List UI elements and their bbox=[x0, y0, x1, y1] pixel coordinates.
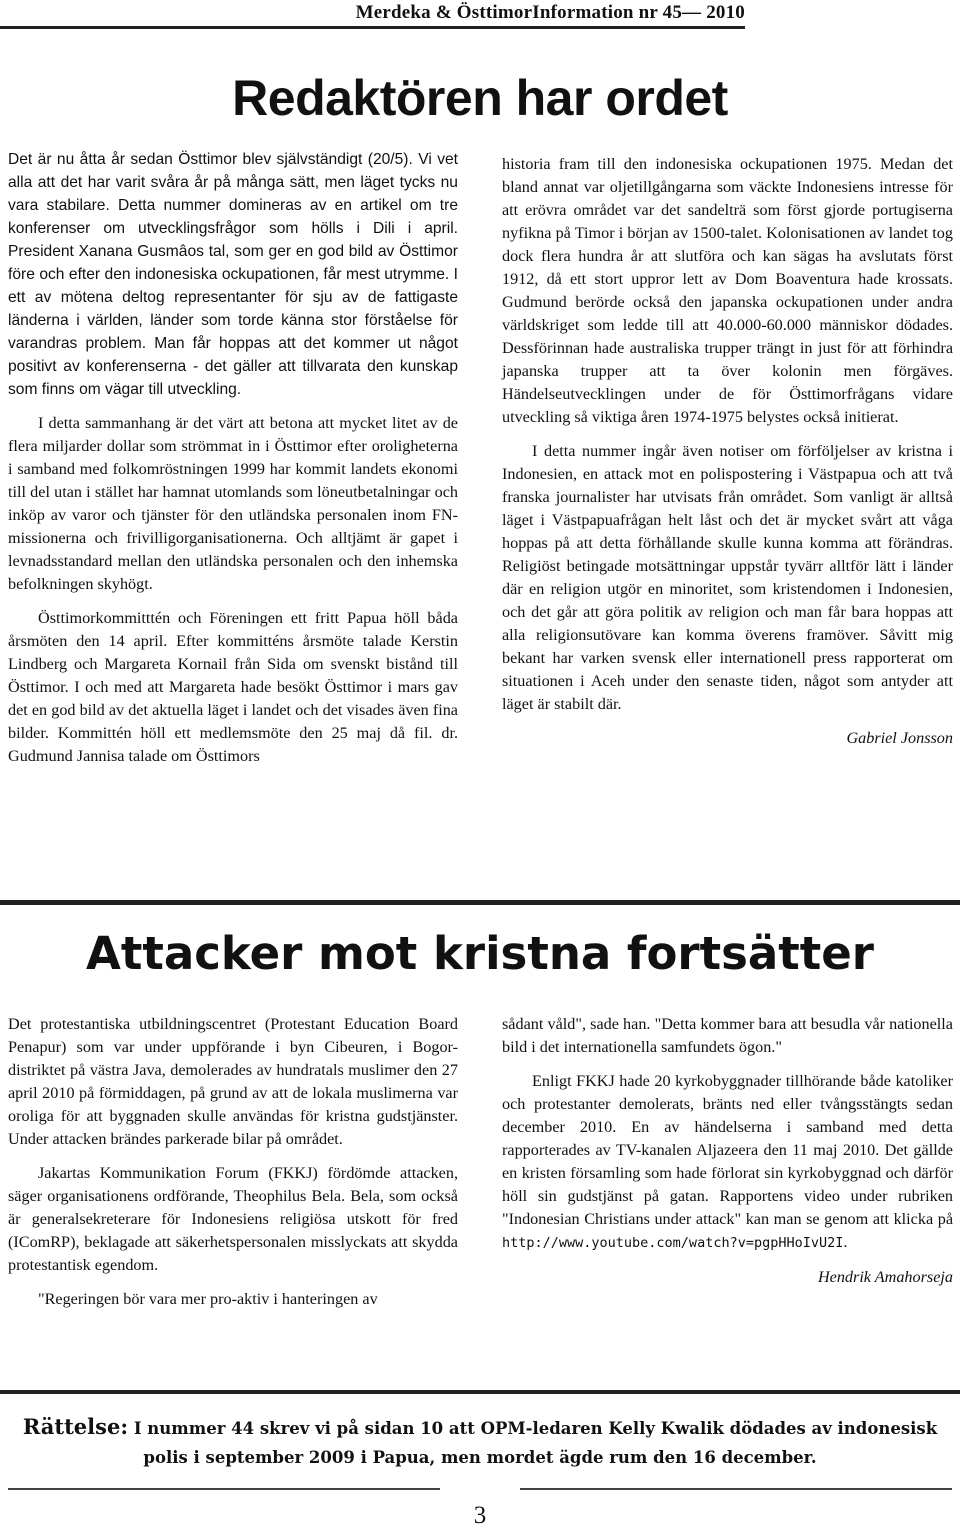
running-header: Merdeka & ÖsttimorInformation nr 45— 2010 bbox=[355, 2, 745, 23]
footer-rule-left bbox=[8, 1488, 440, 1490]
link-period: . bbox=[843, 1233, 848, 1251]
article-title-editorial: Redaktören har ordet bbox=[232, 70, 728, 126]
attacks-left-column bbox=[8, 1013, 458, 1322]
header-rule bbox=[0, 26, 745, 29]
correction-text: I nummer 44 skrev vi på sidan 10 att OPM-ledaren Kelly Kwalik dödades av indonesisk polis i september 2009 i Papua, men mordet ägde rum den 16 december. bbox=[133, 1419, 938, 1467]
attacks-signature: Hendrik Amahorseja bbox=[817, 1268, 953, 1286]
correction-divider bbox=[0, 1390, 960, 1394]
correction-lead: Rättelse: bbox=[22, 1414, 129, 1439]
attacks-paragraph-text: Enligt FKKJ hade 20 kyrkobyggnader tillhörande både katoliker och protestanter demolerats, bränts ned eller tvångsstängts sedan december 2010. En av händelserna i samband med detta rapporterades av TV-kanalen Aljazeera den 11 maj 2010. Det gällde en kristen församling som hade förlorat sin kyrkobyggnad och därför höll sin gudstjänst på gatan. Rapportens video under rubriken "Indonesian Christians under attack" kan man se genom att klicka på bbox=[502, 1072, 953, 1228]
attacks-paragraph bbox=[502, 1070, 953, 1255]
attacks-paragraph: Jakartas Kommunikation Forum (FKKJ) fördömde attacken, säger organisationens ordförande, Theophilus Bela. Bela, som också är generalsekreterare för Indonesiens religiösa utskott för fred (IComRP), beklagade att säkerhetspersonalen misslyckats att skydda protestantisk egendom. bbox=[8, 1164, 458, 1274]
correction-notice bbox=[0, 1412, 960, 1472]
editorial-paragraph: Det är nu åtta år sedan Östtimor blev självständigt (20/5). Vi vet alla att det har varit svåra år på många sätt, men läget tycks nu vara stabilare. Detta nummer domineras av en artikel om tre konferenser om utvecklingsfrågor som hölls i Dili i april. President Xanana Gusmâos tal, som ger en god bild av Östtimor före och efter den indonesiska ockupationen, får mest utrymme. I ett av mötena deltog representanter för sju av de fattigaste länderna i världen, länder som torde känna stor förståelse för varandras problem. Man får hoppas att det kommer ut något positivt av konferenserna - det gäller att tillvarata den kunskap som finns om vägar till utveckling. bbox=[8, 151, 458, 398]
editorial-paragraph: Östtimorkommitttén och Föreningen ett fritt Papua höll båda årsmöten den 14 april. Efter kommitténs årsmöte talade Kerstin Lindberg och Margareta Kornail från Sida om svenskt bistånd till Östtimor. I och med att Margareta hade besökt Östtimor i mars gav det en god bild av det aktuella läget i landet och det visades även fina bilder. Kommittén höll ett medlemsmöte den 25 maj då fil. dr. Gudmund Jannisa talade om Östtimors bbox=[8, 609, 458, 765]
editorial-right-column bbox=[502, 153, 953, 750]
editorial-paragraph: I detta sammanhang är det värt att betona att mycket litet av de flera miljarder dollar som strömmat in i Östtimor efter oroligheterna i samband med folkomröstningen 1999 har kommit landets ekonomi till del utan i stället har hamnat utomlands som löneutbetalningar och inköp av varor och tjänster för den utländska personalen inom FN-missionerna och frivilligorganisationerna. Och alltjämt är gapet i levnadsstandard mellan den utländska personalen och den inhemska befolkningen skyhögt. bbox=[8, 414, 458, 593]
attacks-paragraph: "Regeringen bör vara mer pro-aktiv i hanteringen av bbox=[38, 1290, 378, 1308]
attacks-paragraph: sådant våld", sade han. "Detta kommer bara att besudla vår nationella bild i det internationella samfundets ögon." bbox=[502, 1015, 953, 1056]
section-divider bbox=[0, 900, 960, 905]
editorial-paragraph: I detta nummer ingår även notiser om förföljelser av kristna i Indonesien, en attack mot en polispostering i Västpapua och att två franska journalister har utvisats från området. Som vanligt är alltså läget i Västpapuafrågan helt låst och det är mycket svårt att våga hoppas på att detta förhållande skulle kunna komma att förändras. Religiöst betingade motsättningar uppstår tyvärr alltför lätt i länder där en religion utgör en minoritet, som kristendomen i Indonesien, och det går att göra politik av religion och man får bara hoppas att alla religionsutövare kan komma överens framöver. Såvitt mig bekant har varken svensk eller internationell press rapporterat om situationen i Aceh under den senaste tiden, något som antyder att läget är stabilt där. bbox=[502, 442, 953, 713]
video-link[interactable]: http://www.youtube.com/watch?v=pgpHHoIvU2I bbox=[502, 1235, 844, 1251]
attacks-right-column bbox=[502, 1013, 953, 1289]
editorial-signature: Gabriel Jonsson bbox=[846, 729, 953, 747]
editorial-paragraph: historia fram till den indonesiska ockupationen 1975. Medan det bland annat var oljetillgångarna som väckte Indonesiens intresse för att erövra området var det sandelträ som först gjorde portugiserna nyfikna på Timor i början av 1500-talet. Kolonisationen av landet tog dock flera hundra år att slutföra och kan sägas ha avslutats först 1912, då ett stort uppror lett av Dom Boaventura hade krossats. Gudmund berörde också den japanska ockupationen under andra världskriget som ledde till att 40.000-60.000 människor dödades. Dessförinnan hade australiska trupper trängt in just för att förhindra japanska trupper att ta över kolonin men förgäves. Händelseutvecklingen under de för Östtimorfrågans vidare utveckling så viktiga åren 1974-1975 belystes också initierat. bbox=[502, 155, 953, 426]
attacks-paragraph: Det protestantiska utbildningscentret (Protestant Education Board Penapur) som var under uppförande i byn Cibeuren, i Bogor-distriktet på västra Java, demolerades av hundratals muslimer den 27 april 2010 på förmiddagen, på grund av att de lokala muslimerna var oroliga för att byggnaden skulle användas för kristna gudstjänster. Under attacken brändes parkerade bilar på området. bbox=[8, 1015, 458, 1148]
editorial-left-column bbox=[8, 148, 458, 779]
footer-rule-right bbox=[520, 1488, 952, 1490]
article-title-attacks: Attacker mot kristna fortsätter bbox=[86, 927, 874, 980]
page-number: 3 bbox=[473, 1502, 487, 1529]
